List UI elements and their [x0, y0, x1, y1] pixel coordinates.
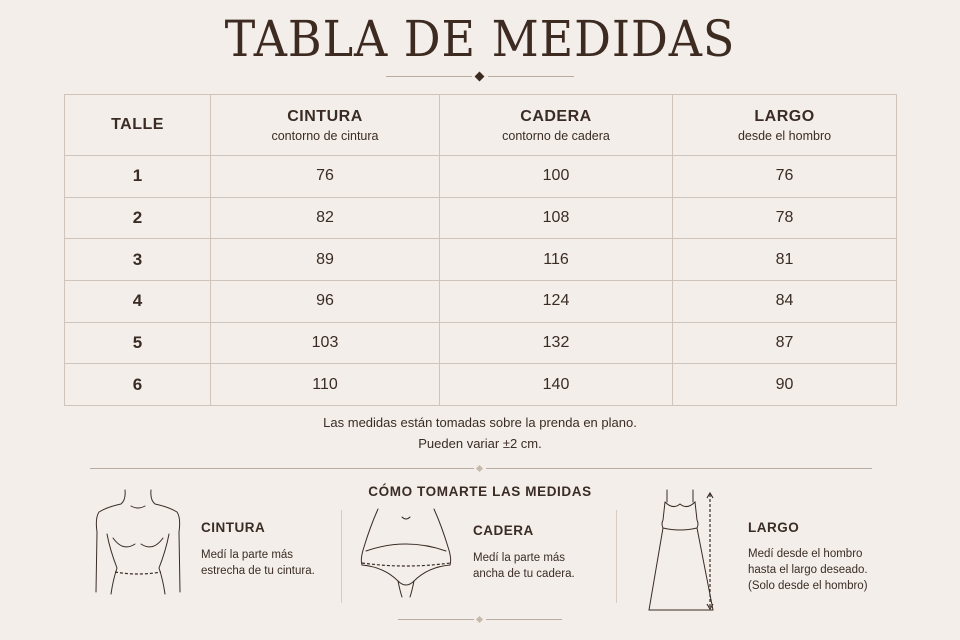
- length-cell: 78: [673, 197, 897, 239]
- length-cell: 87: [673, 322, 897, 364]
- measurement-note-line-1: Las medidas están tomadas sobre la prenda en plano.: [323, 415, 637, 430]
- title-divider-right: [488, 76, 574, 77]
- hip-cell: 124: [440, 281, 673, 323]
- size-cell: 2: [65, 197, 211, 239]
- size-table: [64, 94, 897, 406]
- length-cell: 81: [673, 239, 897, 281]
- guide-title-hip: CADERA: [473, 523, 534, 538]
- waist-cell: 96: [211, 281, 440, 323]
- guide-title-waist: CINTURA: [201, 520, 266, 535]
- table-row: [65, 197, 897, 239]
- torso-waist-icon: [93, 488, 183, 600]
- section-divider-right: [486, 468, 872, 469]
- table-row: [65, 156, 897, 198]
- waist-cell: 103: [211, 322, 440, 364]
- title-divider-left: [386, 76, 472, 77]
- size-cell: 1: [65, 156, 211, 198]
- hip-cell: 140: [440, 364, 673, 406]
- size-cell: 4: [65, 281, 211, 323]
- waist-cell: 76: [211, 156, 440, 198]
- hip-cell: 108: [440, 197, 673, 239]
- column-header-length: LARGO desde el hombro: [673, 95, 897, 156]
- length-cell: 76: [673, 156, 897, 198]
- length-cell: 90: [673, 364, 897, 406]
- hip-cell: 100: [440, 156, 673, 198]
- column-header-size: TALLE: [65, 95, 211, 156]
- dress-length-icon: [647, 488, 719, 614]
- table-row: [65, 281, 897, 323]
- length-cell: 84: [673, 281, 897, 323]
- page-title: TABLA DE MEDIDAS: [224, 10, 736, 68]
- diamond-ornament-icon: [475, 72, 485, 82]
- waist-cell: 82: [211, 197, 440, 239]
- size-cell: 3: [65, 239, 211, 281]
- diamond-ornament-icon: [476, 465, 483, 472]
- bottom-divider-right: [486, 619, 562, 620]
- column-header-hip: CADERA contorno de cadera: [440, 95, 673, 156]
- guide-text-hip: Medí la parte más ancha de tu cadera.: [473, 552, 575, 580]
- diamond-ornament-icon: [476, 616, 483, 623]
- hip-cell: 132: [440, 322, 673, 364]
- guide-separator: [616, 510, 617, 603]
- column-header-waist: CINTURA contorno de cintura: [211, 95, 440, 156]
- size-cell: 5: [65, 322, 211, 364]
- waist-cell: 89: [211, 239, 440, 281]
- section-divider-left: [90, 468, 474, 469]
- hip-cell: 116: [440, 239, 673, 281]
- size-cell: 6: [65, 364, 211, 406]
- hips-icon: [358, 507, 454, 599]
- guide-title-length: LARGO: [748, 520, 800, 535]
- guide-separator: [341, 510, 342, 603]
- bottom-divider-left: [398, 619, 474, 620]
- guide-text-waist: Medí la parte más estrecha de tu cintura.: [201, 549, 315, 577]
- how-to-measure-title: CÓMO TOMARTE LAS MEDIDAS: [368, 484, 592, 499]
- measurement-note-line-2: Pueden variar ±2 cm.: [418, 436, 542, 451]
- table-row: [65, 364, 897, 406]
- waist-cell: 110: [211, 364, 440, 406]
- table-row: [65, 322, 897, 364]
- guide-text-length: Medí desde el hombro hasta el largo deseado. (Solo desde el hombro): [748, 548, 868, 592]
- table-header-row: [65, 95, 897, 156]
- table-row: [65, 239, 897, 281]
